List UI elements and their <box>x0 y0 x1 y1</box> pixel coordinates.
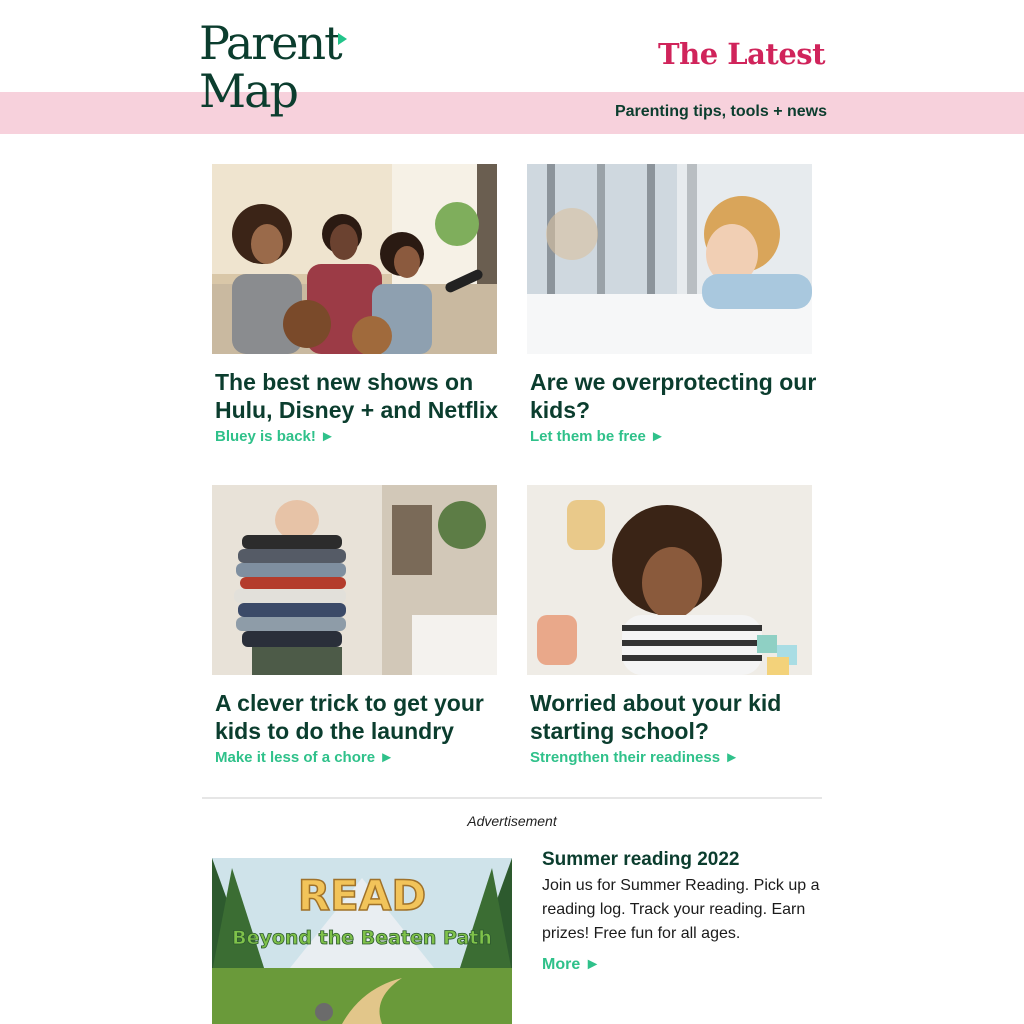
article-link[interactable]: Strengthen their readiness ► <box>530 749 740 766</box>
article-title[interactable]: The best new shows on Hulu, Disney + and Netflix <box>215 369 499 423</box>
ad-image-heading: READ <box>297 871 427 920</box>
logo-word-parent: Parent <box>199 16 341 70</box>
newsletter-header <box>0 0 1024 134</box>
section-title: The Latest <box>658 37 825 71</box>
advertisement-label: Advertisement <box>467 813 557 829</box>
article-title[interactable]: Worried about your kid starting school? <box>530 690 782 744</box>
tagline: Parenting tips, tools + news <box>614 103 827 120</box>
parentmap-logo[interactable] <box>199 16 359 120</box>
smiling-child-blocks-image[interactable] <box>527 485 812 675</box>
article-title[interactable]: Are we overprotecting our kids? <box>530 369 817 423</box>
ad-title[interactable]: Summer reading 2022 <box>542 849 740 870</box>
ad-more-link[interactable]: More ► <box>542 956 601 973</box>
tagline-band <box>0 92 1024 134</box>
article-link[interactable]: Make it less of a chore ► <box>215 749 395 766</box>
article-link[interactable]: Bluey is back! ► <box>215 428 335 445</box>
play-triangle-icon <box>338 33 347 45</box>
article-title[interactable]: A clever trick to get your kids to do the laundry <box>215 690 484 744</box>
ad-body: Join us for Summer Reading. Pick up a reading log. Track your reading. Earn prizes! Free fun for all ages. <box>542 877 820 942</box>
girl-at-window-image[interactable] <box>527 164 812 354</box>
logo-word-map: Map <box>199 64 297 118</box>
article-link[interactable]: Let them be free ► <box>530 428 665 445</box>
article-card-laundry[interactable] <box>212 485 497 766</box>
family-watching-tv-image[interactable] <box>212 164 497 354</box>
ad-text-block <box>542 848 832 974</box>
kid-holding-laundry-image[interactable] <box>212 485 497 675</box>
ad-image-subheading: Beyond the Beaten Path <box>232 927 492 949</box>
section-divider <box>202 797 822 799</box>
article-card-overprotecting[interactable] <box>527 164 817 445</box>
article-card-starting-school[interactable] <box>527 485 812 766</box>
article-card-streaming-shows[interactable] <box>212 164 497 445</box>
summer-reading-ad-image[interactable] <box>212 858 512 1024</box>
